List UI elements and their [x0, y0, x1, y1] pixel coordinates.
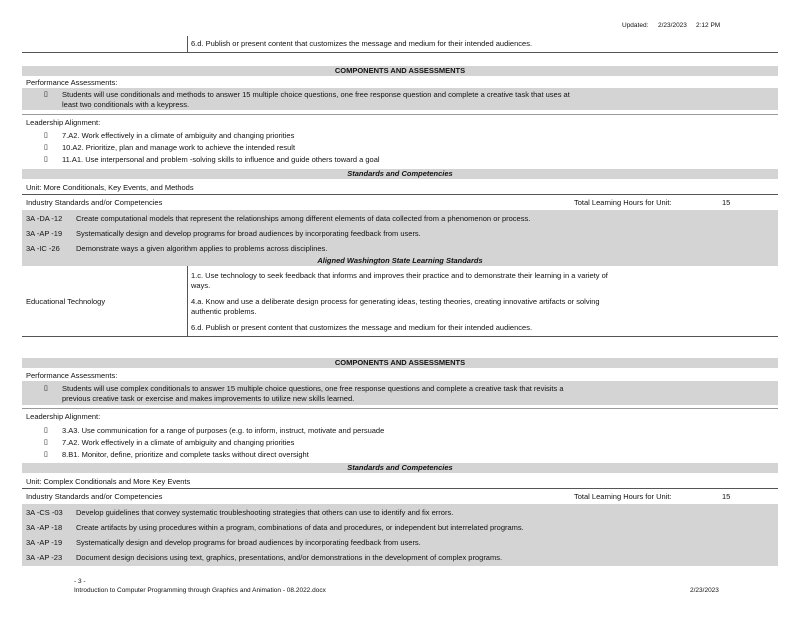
unit1-performance-line-1: Students will use conditionals and methods to answer 15 multiple choice questions, one free response question and complete a creative task that uses at [62, 90, 570, 99]
unit2-unit-label: Unit: Complex Conditionals and More Key Events [26, 477, 191, 486]
unit2-industry-label: Industry Standards and/or Competencies [26, 492, 163, 501]
bullet-icon: ▯ [44, 439, 48, 446]
unit2-comp-code-1: 3A -CS -03 [26, 508, 63, 517]
unit1-leadership-rule [22, 114, 778, 115]
unit2-performance-line-2: previous creative task or exercise and makes improvements to utilize new skills learned. [62, 394, 355, 403]
top-row-rule [22, 52, 778, 53]
unit1-components-title: COMPONENTS AND ASSESSMENTS [22, 66, 778, 76]
ed-tech-rule [22, 336, 778, 337]
footer-page-number: - 3 - [74, 578, 86, 585]
unit2-performance-label: Performance Assessments: [26, 371, 118, 380]
unit2-comp-text-3: Systematically design and develop programs for broad audiences by incorporating feedback from users. [76, 538, 421, 547]
unit2-comp-text-4: Document design decisions using text, graphics, presentations, and/or demonstrations in the development of complex programs. [76, 553, 503, 562]
unit1-comp-text-3: Demonstrate ways a given algorithm applies to problems across disciplines. [76, 244, 328, 253]
footer-date: 2/23/2023 [690, 587, 719, 594]
unit1-industry-label: Industry Standards and/or Competencies [26, 198, 163, 207]
unit2-components-title: COMPONENTS AND ASSESSMENTS [22, 358, 778, 368]
top-row-divider [187, 36, 188, 52]
unit1-performance-line-2: least two conditionals with a keypress. [62, 100, 190, 109]
unit1-wa-title: Aligned Washington State Learning Standards [22, 256, 778, 266]
unit2-leadership-item-3: 8.B1. Monitor, define, prioritize and complete tasks without direct oversight [62, 450, 309, 459]
unit1-total-hours: 15 [722, 198, 731, 207]
updated-time: 2:12 PM [696, 22, 721, 29]
updated-label: Updated: [622, 22, 649, 29]
unit1-comp-code-1: 3A -DA -12 [26, 214, 63, 223]
unit2-comp-code-3: 3A -AP -19 [26, 538, 63, 547]
unit2-standards-title: Standards and Competencies [22, 463, 778, 473]
unit2-total-hours: 15 [722, 492, 731, 501]
unit1-comp-text-1: Create computational models that represent the relationships among different elements of data collected from a phenomenon or process. [76, 214, 531, 223]
unit1-leadership-label: Leadership Alignment: [26, 118, 101, 127]
unit1-unit-label: Unit: More Conditionals, Key Events, and Methods [26, 183, 194, 192]
unit1-comp-text-2: Systematically design and develop programs for broad audiences by incorporating feedback from users. [76, 229, 421, 238]
ed-tech-divider [187, 266, 188, 336]
updated-date: 2/23/2023 [658, 22, 687, 29]
unit1-standards-title: Standards and Competencies [22, 169, 778, 179]
unit2-total-label: Total Learning Hours for Unit: [574, 492, 672, 501]
ed-tech-item-2-cont: authentic problems. [191, 307, 257, 316]
unit2-comp-text-2: Create artifacts by using procedures within a program, combinations of data and procedures, or independent but interrelated programs. [76, 523, 524, 532]
unit2-leadership-label: Leadership Alignment: [26, 412, 101, 421]
unit1-leadership-item-2: 10.A2. Prioritize, plan and manage work to achieve the intended result [62, 143, 296, 152]
unit2-leadership-item-1: 3.A3. Use communication for a range of purposes (e.g. to inform, instruct, motivate and persuade [62, 426, 385, 435]
bullet-icon: ▯ [44, 427, 48, 434]
bullet-icon: ▯ [44, 451, 48, 458]
ed-tech-item-2: 4.a. Know and use a deliberate design process for generating ideas, testing theories, creating innovative artifacts or solving [191, 297, 600, 306]
unit2-leadership-rule [22, 408, 778, 409]
bullet-icon: ▯ [44, 144, 48, 151]
footer-doc-title: Introduction to Computer Programming through Graphics and Animation - 08.2022.docx [74, 587, 326, 594]
ed-tech-label: Educational Technology [26, 297, 106, 306]
bullet-icon: ▯ [44, 91, 48, 98]
unit1-unit-rule [22, 194, 778, 195]
bullet-icon: ▯ [44, 132, 48, 139]
unit2-comp-text-1: Develop guidelines that convey systematic troubleshooting strategies that others can use to identify and fix errors. [76, 508, 454, 517]
unit1-performance-label: Performance Assessments: [26, 78, 118, 87]
unit1-comp-code-2: 3A -AP -19 [26, 229, 63, 238]
unit1-leadership-item-1: 7.A2. Work effectively in a climate of ambiguity and changing priorities [62, 131, 295, 140]
unit2-performance-line-1: Students will use complex conditionals to answer 15 multiple choice questions, one free response questions and complete a creative task that revisits a [62, 384, 564, 393]
bullet-icon: ▯ [44, 385, 48, 392]
ed-tech-item-3: 6.d. Publish or present content that customizes the message and medium for their intended audiences. [191, 323, 533, 332]
unit2-comp-code-2: 3A -AP -18 [26, 523, 63, 532]
unit2-leadership-item-2: 7.A2. Work effectively in a climate of ambiguity and changing priorities [62, 438, 295, 447]
top-row-text: 6.d. Publish or present content that customizes the message and medium for their intended audiences. [191, 39, 533, 48]
unit2-comp-code-4: 3A -AP -23 [26, 553, 63, 562]
unit1-leadership-item-3: 11.A1. Use interpersonal and problem -solving skills to influence and guide others toward a goal [62, 155, 380, 164]
unit2-unit-rule [22, 488, 778, 489]
ed-tech-item-1: 1.c. Use technology to seek feedback that informs and improves their practice and to demonstrate their learning in a variety of [191, 271, 608, 280]
ed-tech-item-1-cont: ways. [191, 281, 211, 290]
unit1-total-label: Total Learning Hours for Unit: [574, 198, 672, 207]
unit1-comp-code-3: 3A -IC -26 [26, 244, 60, 253]
bullet-icon: ▯ [44, 156, 48, 163]
